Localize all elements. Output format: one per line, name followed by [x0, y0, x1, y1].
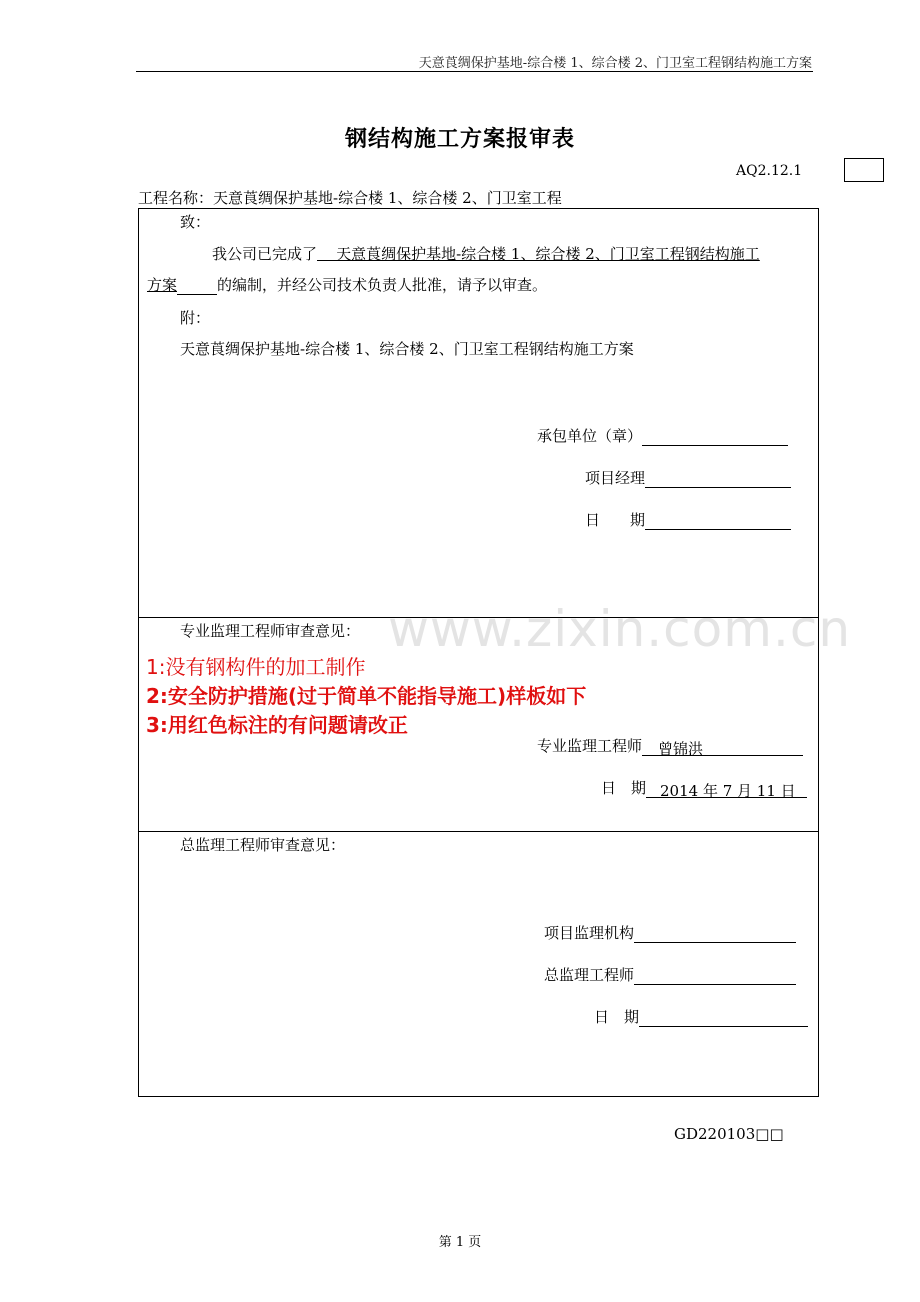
form-code: AQ2.12.1	[736, 163, 803, 179]
section-divider-2	[138, 831, 819, 832]
chief-engineer-row	[544, 964, 796, 985]
attachment-label: 附：	[180, 309, 211, 327]
manager-signature-row	[585, 467, 791, 488]
engineer-review-label: 专业监理工程师审查意见：	[180, 622, 361, 640]
engineer-signature-row	[537, 735, 803, 756]
date-row-2	[601, 777, 807, 798]
manager-signature-line	[645, 470, 791, 488]
supervision-org-line	[634, 925, 796, 943]
supervision-org-label: 项目监理机构	[544, 924, 635, 942]
page-number: 第 1 页	[438, 1235, 482, 1250]
date-line-1	[645, 512, 791, 530]
date-row-3	[594, 1006, 808, 1027]
statement-fill-1: 天意莨绸保护基地-综合楼 1、综合楼 2、门卫室工程钢结构施工	[317, 245, 760, 263]
date-label-2: 日 期	[601, 779, 647, 797]
running-header: 天意莨绸保护基地-综合楼 1、综合楼 2、门卫室工程钢结构施工方案	[418, 56, 812, 71]
chief-review-label: 总监理工程师审查意见：	[180, 836, 346, 854]
section-divider-1	[138, 617, 819, 618]
manager-label: 项目经理	[585, 469, 646, 487]
contractor-label: 承包单位（章）	[537, 427, 643, 445]
supervision-org-row	[544, 922, 796, 943]
completion-statement-line1	[212, 243, 760, 264]
attachment-item: 天意莨绸保护基地-综合楼 1、综合楼 2、门卫室工程钢结构施工方案	[180, 340, 634, 358]
engineer-signature-line	[642, 738, 803, 756]
footer-code: GD220103□□	[674, 1125, 784, 1143]
statement-fill-blank	[177, 277, 217, 295]
review-comment-3: 3:用红色标注的有问题请改正	[146, 713, 408, 737]
review-comment-1: 1:没有钢构件的加工制作	[146, 655, 366, 679]
chief-engineer-line	[634, 967, 796, 985]
date-label-1: 日 期	[585, 511, 646, 529]
engineer-name: 曾锦洪	[658, 740, 704, 758]
statement-suffix: 的编制，并经公司技术负责人批准，请予以审查。	[217, 276, 548, 294]
date-line-3	[639, 1009, 808, 1027]
completion-statement-line2	[147, 274, 547, 295]
to-label: 致：	[180, 213, 211, 231]
statement-fill-2: 方案	[147, 276, 178, 294]
contractor-signature-line	[642, 428, 788, 446]
review-comment-2: 2:安全防护措施(过于简单不能指导施工)样板如下	[146, 684, 587, 708]
watermark: www.zixin.com.cn	[388, 600, 852, 658]
header-rule	[136, 71, 813, 72]
engineer-label: 专业监理工程师	[537, 737, 643, 755]
form-code-box	[844, 158, 884, 182]
project-name: 工程名称：天意莨绸保护基地-综合楼 1、综合楼 2、门卫室工程	[138, 189, 562, 207]
date-line-2	[646, 780, 807, 798]
date-label-3: 日 期	[594, 1008, 640, 1026]
document-title: 钢结构施工方案报审表	[344, 126, 575, 152]
date-row-1	[585, 509, 791, 530]
review-date: 2014 年 7 月 11 日	[660, 782, 796, 800]
statement-prefix: 我公司已完成了	[212, 245, 318, 263]
chief-engineer-label: 总监理工程师	[544, 966, 635, 984]
contractor-signature-row	[537, 425, 788, 446]
